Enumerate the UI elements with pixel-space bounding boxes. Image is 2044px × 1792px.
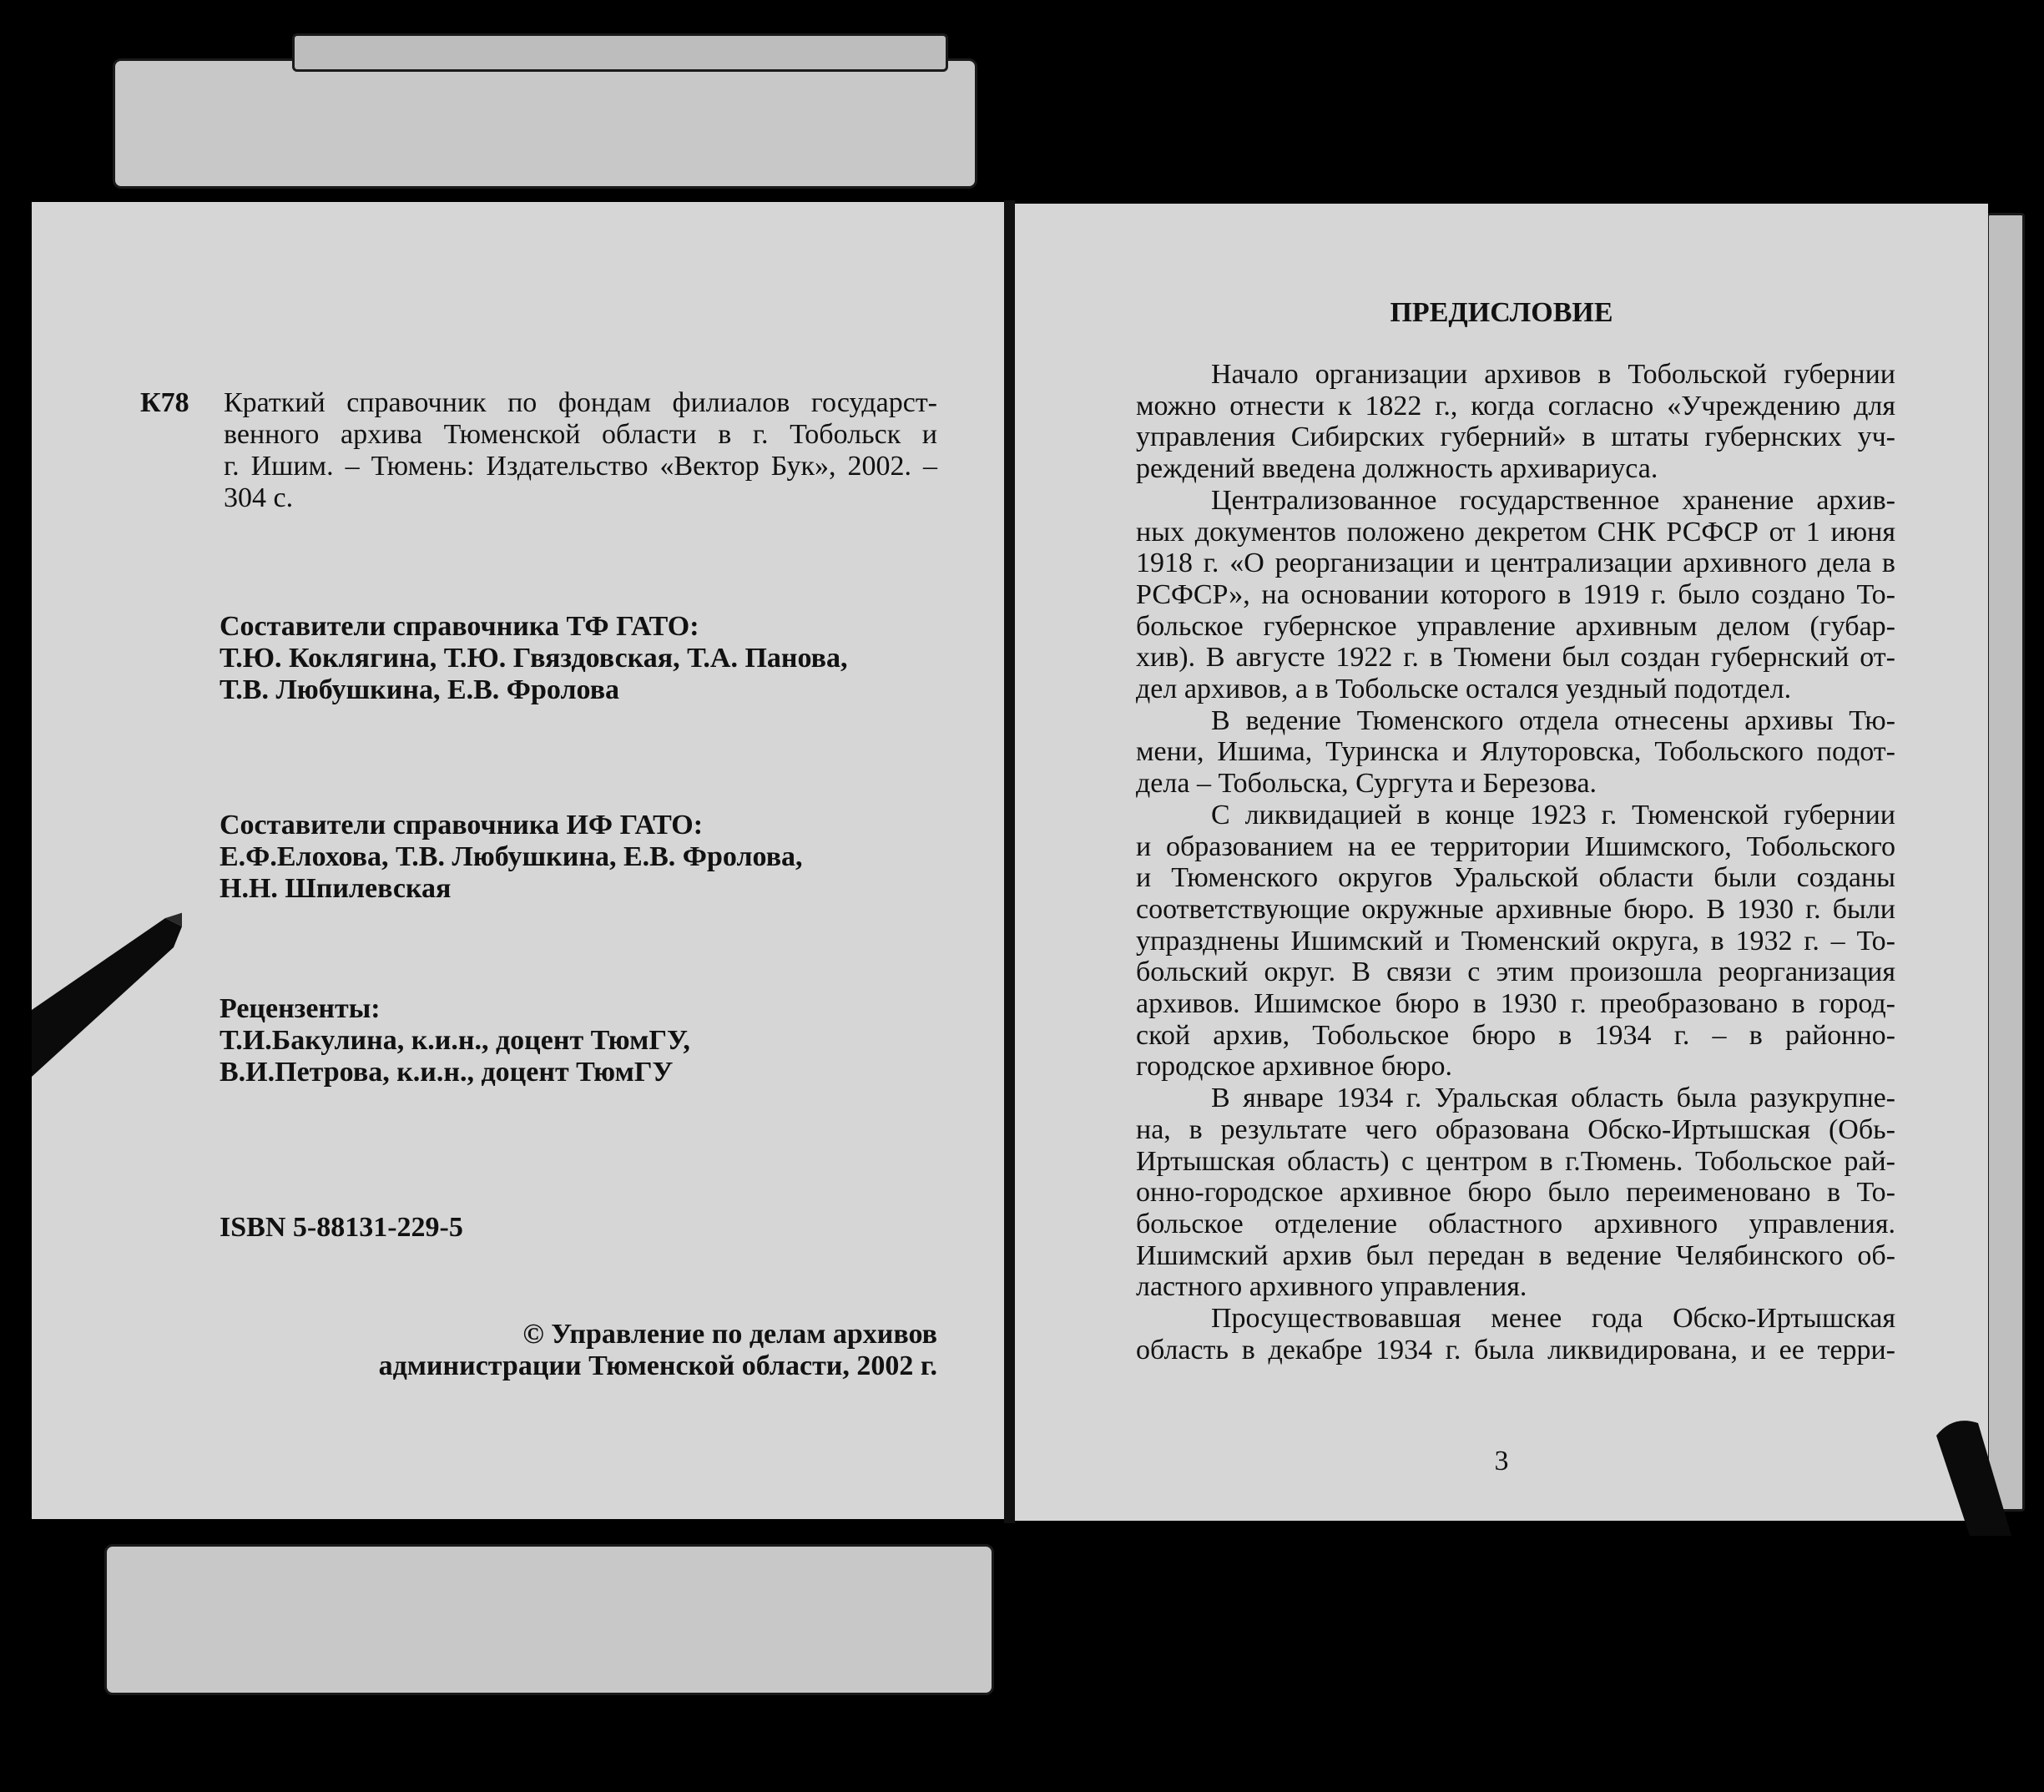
text-line: дела – Тобольска, Сургута и Березова. xyxy=(1136,768,1597,800)
text-line: упразднены Ишимский и Тюменский округа, в 1932 г. – То- xyxy=(1136,925,1895,957)
preface-body xyxy=(1136,359,1895,1366)
text-line: Начало организации архивов в Тобольской губернии xyxy=(1211,359,1895,390)
if-gato-heading: Составители справочника ИФ ГАТО: xyxy=(220,810,704,840)
text-line: РСФСР», на основании которого в 1919 г. было создано То- xyxy=(1136,578,1895,610)
right-page-stack-edge xyxy=(1986,213,2025,1512)
text-line: область в декабре 1934 г. была ликвидирована, и ее терри- xyxy=(1136,1334,1895,1365)
text-line: архивов. Ишимское бюро в 1930 г. преобразовано в город- xyxy=(1136,988,1895,1020)
bibliography-line: Краткий справочник по фондам филиалов государст- xyxy=(224,387,937,418)
text-line: Просуществовавшая менее года Обско-Иртышская xyxy=(1211,1303,1895,1335)
bibliography-line: венного архива Тюменской области в г. Тобольск и xyxy=(224,419,937,450)
reviewers xyxy=(220,993,971,1088)
text-line: реждений введена должность архивариуса. xyxy=(1136,453,1658,485)
text-line: онно-городское архивное бюро было переименовано в То- xyxy=(1136,1177,1895,1209)
compiler-names-line: Е.Ф.Елохова, Т.В. Любушкина, Е.В. Фролова, xyxy=(220,841,803,872)
text-line: больский округ. В связи с этим произошла реорганизация xyxy=(1136,957,1895,988)
isbn: ISBN 5-88131-229-5 xyxy=(220,1212,463,1243)
text-line: соответствующие окружные архивные бюро. В 1930 г. были xyxy=(1136,893,1895,925)
copyright xyxy=(282,1319,937,1382)
reviewers-heading: Рецензенты: xyxy=(220,993,381,1024)
right-page xyxy=(1015,204,1988,1521)
compiler-names-line: Т.В. Любушкина, Е.В. Фролова xyxy=(220,674,620,705)
text-line: В ведение Тюменского отдела отнесены архивы Тю- xyxy=(1211,704,1895,736)
text-line: управления Сибирских губерний» в штаты губернских уч- xyxy=(1136,421,1895,453)
bibliography-line: г. Ишим. – Тюмень: Издательство «Вектор Бук», 2002. – xyxy=(224,451,937,482)
tf-gato-compilers xyxy=(220,611,971,706)
catalog-code: К78 xyxy=(140,387,189,418)
text-line: и образованием на ее территории Ишимского, Тобольского xyxy=(1136,830,1895,862)
text-line: на, в результате чего образована Обско-Иртышская (Обь- xyxy=(1136,1113,1895,1145)
text-line: ластного архивного управления. xyxy=(1136,1271,1527,1303)
text-line: Ишимский архив был передан в ведение Челябинского об- xyxy=(1136,1239,1895,1271)
text-line: и Тюменского округов Уральской области были созданы xyxy=(1136,862,1895,894)
book-edge-top-back xyxy=(292,33,948,72)
preface-title: ПРЕДИСЛОВИЕ xyxy=(1390,297,1613,328)
reviewer-line: Т.И.Бакулина, к.и.н., доцент ТюмГУ, xyxy=(220,1025,690,1056)
text-line: В январе 1934 г. Уральская область была разукрупне- xyxy=(1211,1083,1895,1114)
text-line: можно отнести к 1822 г., когда согласно «Учреждению для xyxy=(1136,390,1895,421)
bibliography-line: 304 с. xyxy=(224,482,294,513)
compiler-names-line: Т.Ю. Коклягина, Т.Ю. Гвяздовская, Т.А. Панова, xyxy=(220,643,848,674)
text-line: ской архив, Тобольское бюро в 1934 г. – в районно- xyxy=(1136,1019,1895,1051)
compiler-names-line: Н.Н. Шпилевская xyxy=(220,873,452,904)
text-line: больское отделение областного архивного управления. xyxy=(1136,1208,1895,1239)
page-number: 3 xyxy=(1494,1446,1509,1477)
text-line: мени, Ишима, Туринска и Ялуторовска, Тобольского подот- xyxy=(1136,736,1895,768)
book-edge-bottom xyxy=(104,1544,994,1695)
book-edge-top xyxy=(113,58,977,189)
text-line: больское губернское управление архивным делом (губар- xyxy=(1136,610,1895,642)
copyright-line: © Управление по делам архивов xyxy=(522,1319,937,1350)
pen-right xyxy=(1920,1411,2020,1544)
copyright-line: администрации Тюменской области, 2002 г. xyxy=(378,1350,937,1381)
text-line: ных документов положено декретом СНК РСФСР от 1 июня xyxy=(1136,516,1895,548)
text-line: 1918 г. «О реорганизации и централизации архивного дела в xyxy=(1136,548,1895,579)
book-gutter xyxy=(1004,200,1015,1523)
text-line: дел архивов, а в Тобольске остался уездный подотдел. xyxy=(1136,674,1792,705)
bleed-through-text xyxy=(199,294,783,326)
reviewer-line: В.И.Петрова, к.и.н., доцент ТюмГУ xyxy=(220,1057,674,1088)
text-line: Иртышская область) с центром в г.Тюмень. Тобольское рай- xyxy=(1136,1145,1895,1177)
text-line: Централизованное государственное хранение архив- xyxy=(1211,484,1895,516)
bibliography-entry xyxy=(224,387,937,514)
left-page xyxy=(32,202,1004,1519)
text-line: городское архивное бюро. xyxy=(1136,1051,1453,1083)
tf-gato-heading: Составители справочника ТФ ГАТО: xyxy=(220,611,699,642)
if-gato-compilers xyxy=(220,810,971,905)
pen-left xyxy=(32,910,182,1085)
text-line: хив). В августе 1922 г. в Тюмени был создан губернский от- xyxy=(1136,642,1895,674)
text-line: С ликвидацией в конце 1923 г. Тюменской губернии xyxy=(1211,799,1895,830)
